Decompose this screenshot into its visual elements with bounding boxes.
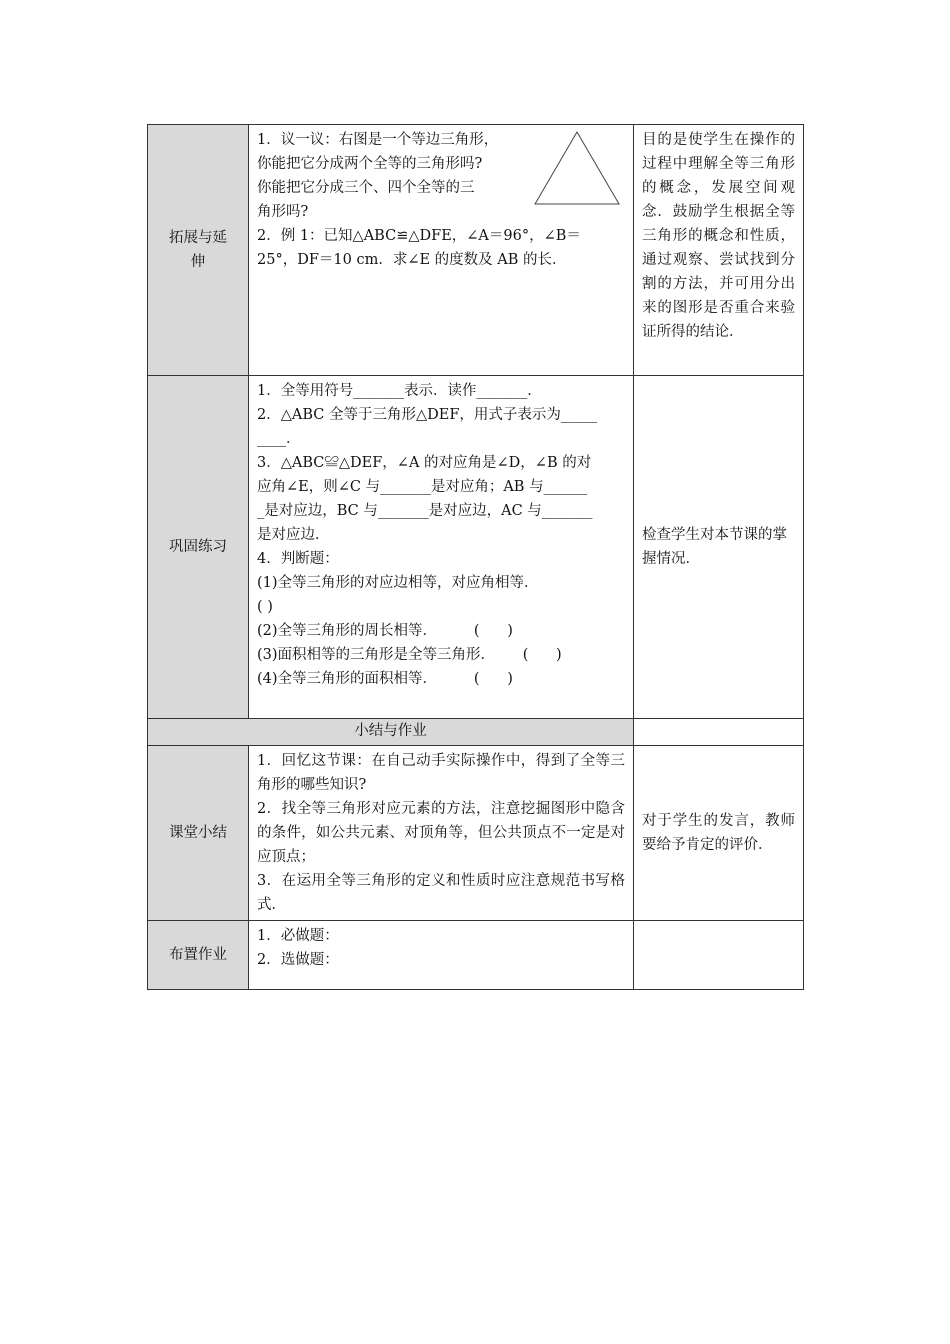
lesson-plan-table: [147, 124, 804, 990]
practice-label: 巩固练习: [148, 376, 249, 719]
extension-label-line2: 伸: [190, 254, 206, 270]
extension-content: [249, 125, 634, 376]
homework-note: [634, 921, 804, 990]
extension-note-text: 目的是使学生在操作的过程中理解全等三角形的概念，发展空间观念．鼓励学生根据全等三角形的概念和性质，通过观察、尝试找到分割的方法，并可用分出来的图形是否重合来验证所得的结论．: [642, 132, 795, 340]
extension-label-line1: 拓展与延: [169, 230, 227, 246]
practice-line-12: (3)面积相等的三角形是全等三角形． ( ): [257, 647, 562, 663]
practice-line-5: 应角∠E，则∠C 与_______是对应角；AB 与______: [257, 479, 588, 495]
practice-note-text: 检查学生对本节课的掌握情况．: [642, 527, 787, 567]
homework-required: 1．必做题：: [257, 928, 339, 944]
practice-line-4: 3．△ABC≌△DEF，∠A 的对应角是∠D，∠B 的对: [257, 455, 592, 471]
summary-label: 课堂小结: [148, 746, 249, 921]
practice-line-2: 2．△ABC 全等于三角形△DEF，用式子表示为_____: [257, 407, 598, 423]
summary-row: [148, 746, 804, 921]
practice-line-8: 4．判断题：: [257, 551, 339, 567]
practice-line-11: (2)全等三角形的周长相等． ( ): [257, 623, 513, 639]
extension-q2-line2: 25°，DF＝10 cm．求∠E 的度数及 AB 的长．: [257, 252, 567, 268]
summary-content: [249, 746, 634, 921]
section-title-empty-cell: [634, 719, 804, 746]
practice-row: [148, 376, 804, 719]
homework-content: [249, 921, 634, 990]
homework-row: [148, 921, 804, 990]
practice-line-9: (1)全等三角形的对应边相等，对应角相等．: [257, 575, 539, 591]
summary-point-1: 1．回忆这节课：在自己动手实际操作中，得到了全等三角形的哪些知识?: [257, 753, 625, 793]
extension-q1-line4: 角形吗?: [257, 204, 309, 220]
homework-optional: 2．选做题：: [257, 952, 339, 968]
extension-row: [148, 125, 804, 376]
practice-content: [249, 376, 634, 719]
summary-point-3: 3．在运用全等三角形的定义和性质时应注意规范书写格式．: [257, 873, 625, 913]
summary-note-text: 对于学生的发言，教师要给予肯定的评价．: [642, 813, 795, 853]
section-title-row: [148, 719, 804, 746]
extension-label: [148, 125, 249, 376]
summary-point-2: 2．找全等三角形对应元素的方法，注意挖掘图形中隐含的条件，如公共元素、对顶角等，但公共顶点不一定是对应顶点；: [257, 801, 625, 865]
practice-line-7: 是对应边．: [257, 527, 330, 543]
extension-q1-line3: 你能把它分成三个、四个全等的三: [257, 180, 475, 196]
practice-line-10: ( ): [257, 599, 273, 615]
extension-q1-line1: 1．议一议：右图是一个等边三角形，: [257, 132, 499, 148]
practice-line-6: _是对应边，BC 与_______是对应边，AC 与_______: [257, 503, 593, 519]
equilateral-triangle-figure: [533, 130, 621, 206]
practice-line-13: (4)全等三角形的面积相等． ( ): [257, 671, 513, 687]
extension-note: [634, 125, 804, 376]
practice-line-1: 1．全等用符号_______表示．读作_______．: [257, 383, 542, 399]
summary-note: [634, 746, 804, 921]
extension-q1-line2: 你能把它分成两个全等的三角形吗?: [257, 156, 483, 172]
practice-line-3: ____．: [257, 431, 301, 447]
section-title: 小结与作业: [148, 719, 634, 746]
practice-note: [634, 376, 804, 719]
homework-label: 布置作业: [148, 921, 249, 990]
extension-q2-line1: 2．例 1：已知△ABC≌△DFE，∠A＝96°，∠B＝: [257, 228, 581, 244]
